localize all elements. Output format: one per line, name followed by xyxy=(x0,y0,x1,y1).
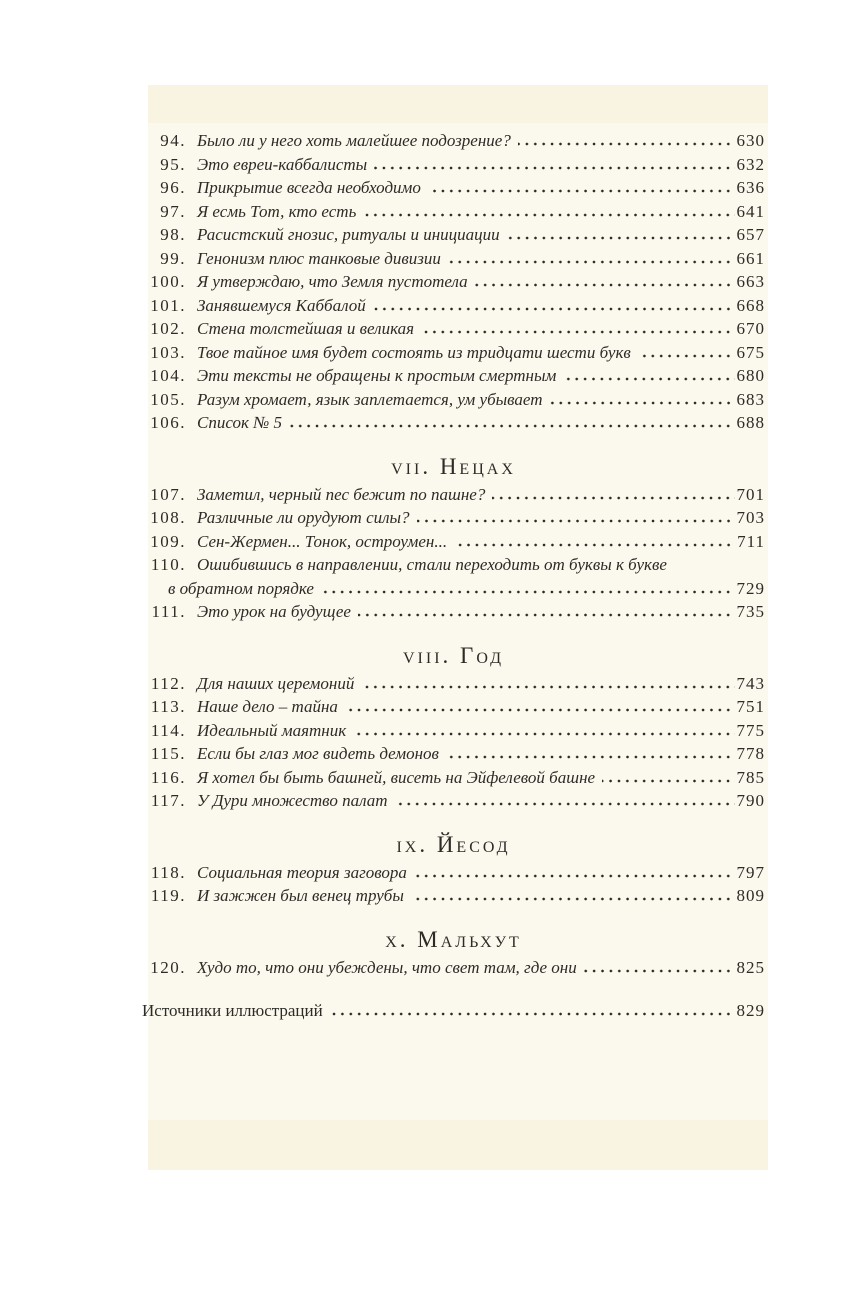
entry-title: Если бы глаз мог видеть демонов xyxy=(197,744,439,763)
page-number: 743 xyxy=(736,673,765,693)
page-number: 680 xyxy=(736,366,765,385)
entry-title: Различные ли орудуют силы? xyxy=(197,508,410,527)
entry-number: 118. xyxy=(150,862,186,882)
page-number: 668 xyxy=(736,295,765,315)
page-number: 703 xyxy=(736,508,765,527)
entry-title: И зажжен был венец трубы xyxy=(197,886,404,905)
toc-entry xyxy=(142,341,765,365)
entry-number: 95. xyxy=(160,154,186,174)
section-heading: ix. Йесод xyxy=(396,831,511,857)
entry-number: 113. xyxy=(150,697,186,716)
dot-leader xyxy=(345,708,735,712)
dot-leader xyxy=(330,1012,735,1016)
toc-entry xyxy=(142,129,765,153)
footer-page-number: 829 xyxy=(736,1001,765,1020)
toc-entry xyxy=(142,317,765,341)
toc-entry xyxy=(142,294,765,318)
entry-number: 111. xyxy=(151,602,186,621)
entry-number: 94. xyxy=(160,131,186,150)
dot-leader xyxy=(454,543,735,547)
toc xyxy=(142,129,765,1023)
page-number: 657 xyxy=(736,225,765,244)
entry-title: Эти тексты не обращены к простым смертным xyxy=(197,366,557,385)
dot-leader xyxy=(394,802,734,806)
entry-number: 104. xyxy=(150,366,186,385)
entry-number: 117. xyxy=(150,791,186,810)
page-number: 630 xyxy=(736,131,765,150)
dot-leader xyxy=(421,330,734,334)
dot-leader xyxy=(584,969,735,973)
dot-leader xyxy=(446,755,735,759)
section-heading: x. Мальхут xyxy=(385,926,522,952)
entry-title: Стена толстейшая и великая xyxy=(197,319,415,338)
entry-number: 101. xyxy=(150,295,186,315)
dot-leader xyxy=(411,897,735,901)
entry-title-continuation: в обратном порядке xyxy=(168,578,314,598)
page-number: 825 xyxy=(736,957,765,977)
toc-sections xyxy=(142,129,765,979)
toc-entry xyxy=(142,364,765,388)
toc-entry xyxy=(142,506,765,530)
entry-number: 112. xyxy=(150,673,186,693)
dot-leader xyxy=(361,685,734,689)
page-number: 636 xyxy=(736,178,765,197)
dot-leader xyxy=(563,377,734,381)
toc-entry xyxy=(142,483,765,507)
dot-leader xyxy=(507,236,735,240)
toc-entry xyxy=(142,719,765,743)
dot-leader xyxy=(602,779,734,783)
toc-entry xyxy=(142,530,765,554)
dot-leader xyxy=(363,213,734,217)
entry-number: 96. xyxy=(160,178,186,197)
toc-entry xyxy=(142,411,765,435)
page-number: 729 xyxy=(736,578,765,598)
page-number: 809 xyxy=(736,886,765,905)
toc-entry-continuation xyxy=(142,577,765,601)
entry-number: 103. xyxy=(150,342,186,362)
entry-title: Заметил, черный пес бежит по пашне? xyxy=(197,484,486,504)
section-heading: viii. Год xyxy=(402,642,504,668)
page-number: 711 xyxy=(737,531,765,551)
entry-title: Это евреи-каббалисты xyxy=(197,154,368,174)
dot-leader xyxy=(358,613,735,617)
dot-leader xyxy=(448,260,735,264)
toc-entry xyxy=(142,956,765,980)
dot-leader xyxy=(321,590,735,594)
page-number: 778 xyxy=(736,744,765,763)
toc-entry xyxy=(142,600,765,624)
entry-number: 120. xyxy=(150,957,186,977)
page-number: 797 xyxy=(736,862,765,882)
page-number: 675 xyxy=(736,342,765,362)
dot-leader xyxy=(518,142,735,146)
dot-leader xyxy=(492,496,734,500)
page-top-margin-band xyxy=(148,85,768,123)
toc-entry xyxy=(142,861,765,885)
page-number: 632 xyxy=(736,154,765,174)
entry-title: Расистский гнозис, ритуалы и инициации xyxy=(197,225,500,244)
page-number: 688 xyxy=(736,413,765,432)
page-number: 683 xyxy=(736,389,765,409)
toc-entry xyxy=(142,766,765,790)
entry-title: Я есмь Тот, кто есть xyxy=(197,201,357,221)
entry-title: Генонизм плюс танковые дивизии xyxy=(197,248,441,268)
toc-footer-row xyxy=(142,999,765,1023)
page-bottom-margin-band xyxy=(148,1120,768,1170)
entry-title: Занявшемуся Каббалой xyxy=(197,295,366,315)
toc-entry xyxy=(142,270,765,294)
toc-page-paper xyxy=(142,85,768,1170)
entry-title: Худо то, что они убеждены, что свет там, где они xyxy=(197,957,577,977)
entry-title: Социальная теория заговора xyxy=(197,862,407,882)
entry-title: Разум хромает, язык заплетается, ум убывает xyxy=(197,389,543,409)
page-number: 790 xyxy=(736,791,765,810)
entry-number: 119. xyxy=(150,886,186,905)
entry-number: 97. xyxy=(160,201,186,221)
section-heading: vii. Нецах xyxy=(391,453,516,479)
entry-number: 106. xyxy=(150,413,186,432)
entry-number: 99. xyxy=(160,248,186,268)
page-number: 785 xyxy=(736,767,765,787)
toc-entry xyxy=(142,176,765,200)
toc-entry xyxy=(142,553,765,577)
entry-title: Сен-Жермен... Тонок, остроумен... xyxy=(197,531,448,551)
entry-number: 109. xyxy=(150,531,186,551)
entry-number: 114. xyxy=(150,720,186,740)
dot-leader xyxy=(550,401,735,405)
toc-entry xyxy=(142,672,765,696)
entry-title: Это урок на будущее xyxy=(197,602,351,621)
dot-leader xyxy=(417,519,735,523)
entry-title: Было ли у него хоть малейшее подозрение? xyxy=(197,131,511,150)
dot-leader xyxy=(414,874,735,878)
dot-leader xyxy=(353,732,734,736)
toc-entry xyxy=(142,388,765,412)
toc-entry xyxy=(142,153,765,177)
dot-leader xyxy=(475,283,735,287)
entry-title: Наше дело – тайна xyxy=(197,697,338,716)
entry-number: 98. xyxy=(160,225,186,244)
page-number: 661 xyxy=(736,248,765,268)
entry-number: 115. xyxy=(150,744,186,763)
entry-title: Я хотел бы быть башней, висеть на Эйфелевой башне xyxy=(197,767,596,787)
entry-title: Прикрытие всегда необходимо xyxy=(197,178,421,197)
dot-leader xyxy=(289,424,735,428)
page-number: 663 xyxy=(736,272,765,291)
footer-title: Источники иллюстраций xyxy=(142,1001,323,1020)
toc-entry xyxy=(142,223,765,247)
entry-title: Ошибившись в направлении, стали переходить от буквы к букве xyxy=(197,555,667,574)
toc-entry xyxy=(142,695,765,719)
dot-leader xyxy=(373,307,735,311)
toc-entry xyxy=(142,789,765,813)
page-number: 670 xyxy=(736,319,765,338)
dot-leader xyxy=(638,354,735,358)
toc-entry xyxy=(142,247,765,271)
entry-title: Список № 5 xyxy=(197,413,282,432)
entry-title: Идеальный маятник xyxy=(197,720,347,740)
entry-title: Твое тайное имя будет состоять из тридцати шести букв xyxy=(197,342,631,362)
page-number: 735 xyxy=(736,602,765,621)
dot-leader xyxy=(428,189,735,193)
page-number: 751 xyxy=(736,697,765,716)
entry-number: 116. xyxy=(150,767,186,787)
page-number: 641 xyxy=(736,201,765,221)
entry-number: 107. xyxy=(150,484,186,504)
page-number: 701 xyxy=(736,484,765,504)
page-number: 775 xyxy=(736,720,765,740)
entry-number: 108. xyxy=(150,508,186,527)
entry-title: Для наших церемоний xyxy=(197,673,355,693)
entry-number: 105. xyxy=(150,389,186,409)
entry-number: 100. xyxy=(150,272,186,291)
entry-number: 102. xyxy=(150,319,186,338)
toc-entry xyxy=(142,200,765,224)
toc-entry xyxy=(142,884,765,908)
entry-title: Я утверждаю, что Земля пустотела xyxy=(197,272,468,291)
toc-entry xyxy=(142,742,765,766)
dot-leader xyxy=(374,166,734,170)
entry-number: 110. xyxy=(150,555,186,574)
entry-title: У Дури множество палат xyxy=(197,791,388,810)
